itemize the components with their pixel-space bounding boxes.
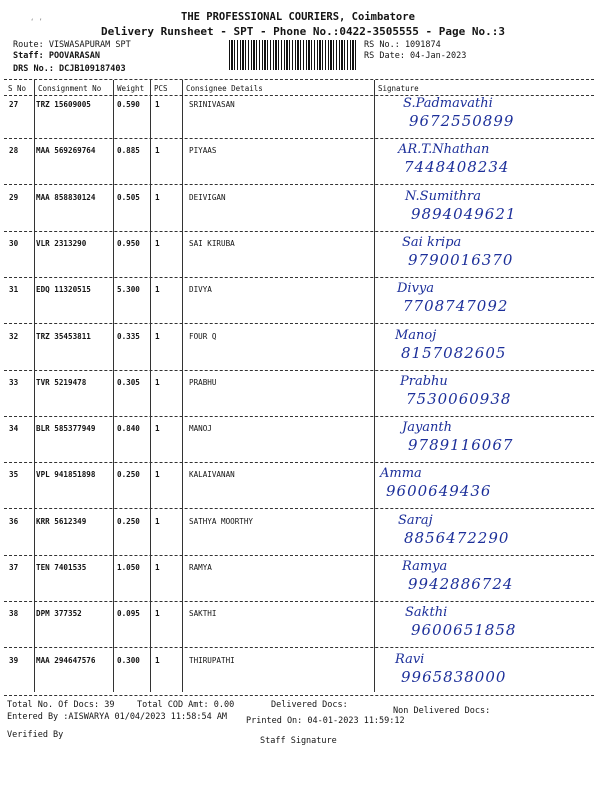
row-consignment-no: EDQ 11320515 [36, 285, 91, 295]
runsheet-subtitle: Delivery Runsheet - SPT - Phone No.:0422-3505555 - Page No.:3 [101, 25, 505, 38]
row-signature-name: Manoj [395, 327, 437, 343]
row-sno: 28 [9, 146, 19, 156]
row-signature-name: AR.T.Nhathan [398, 142, 490, 158]
row-signature-name: Saraj [398, 512, 433, 528]
total-cod: Total COD Amt: 0.00 [137, 700, 235, 710]
row-divider [4, 370, 594, 371]
row-signature-phone: 9600651858 [411, 621, 517, 640]
row-weight: 0.505 [117, 192, 140, 202]
row-divider [4, 462, 594, 463]
row-divider [4, 601, 594, 602]
row-sno: 33 [9, 377, 19, 387]
row-signature-name: Jayanth [402, 420, 453, 436]
row-consignee: THIRUPATHI [189, 655, 235, 665]
row-weight: 0.950 [117, 238, 140, 248]
row-consignee: FOUR Q [189, 331, 217, 341]
row-pcs: 1 [155, 146, 160, 156]
row-signature-phone: 7530060938 [406, 389, 512, 408]
row-consignee: KALAIVANAN [189, 470, 235, 480]
col-sno: S No [8, 84, 27, 93]
row-consignment-no: BLR 585377949 [36, 424, 96, 434]
row-sno: 37 [9, 563, 19, 572]
header-top-rule [4, 79, 594, 80]
row-signature-phone: 9789116067 [408, 436, 514, 455]
row-consignment-no: TVR 5219478 [36, 377, 87, 387]
row-weight: 0.300 [117, 655, 140, 665]
row-consignment-no: KRR 5612349 [36, 516, 87, 526]
entered-by: Entered By :AISWARYA 01/04/2023 11:58:54 AM [7, 712, 228, 722]
row-sno: 32 [9, 331, 19, 341]
row-consignment-no: TEN 7401535 [36, 563, 87, 572]
row-consignment-no: VPL 941851898 [36, 470, 96, 480]
row-pcs: 1 [155, 377, 160, 387]
header-bottom-rule [4, 95, 594, 96]
row-consignee: SAKTHI [189, 609, 217, 619]
row-sno: 31 [9, 285, 19, 295]
row-pcs: 1 [155, 563, 160, 572]
row-consignee: PIYAAS [189, 146, 217, 156]
row-pcs: 1 [155, 424, 160, 434]
row-divider [4, 277, 594, 278]
row-consignment-no: MAA 858830124 [36, 192, 96, 202]
row-weight: 1.050 [117, 563, 140, 572]
row-consignee: MANOJ [189, 424, 212, 434]
row-consignee: SATHYA MOORTHY [189, 516, 254, 526]
row-signature-phone: 9672550899 [409, 112, 515, 130]
company-title: THE PROFESSIONAL COURIERS, Coimbatore [181, 11, 415, 23]
verified-by: Verified By [7, 730, 64, 740]
row-weight: 5.300 [117, 285, 140, 295]
total-docs: Total No. Of Docs: 39 [7, 700, 115, 710]
row-signature-phone: 9790016370 [408, 250, 514, 269]
row-signature-name: N.Sumithra [405, 188, 482, 204]
row-consignee: DEIVIGAN [189, 192, 226, 202]
row-divider [4, 184, 594, 185]
row-pcs: 1 [155, 100, 160, 109]
row-divider [4, 138, 594, 139]
row-signature-phone: 9600649436 [386, 482, 492, 501]
row-pcs: 1 [155, 470, 160, 480]
row-weight: 0.305 [117, 377, 140, 387]
row-pcs: 1 [155, 655, 160, 665]
row-signature-name: Amma [380, 466, 422, 482]
row-sno: 30 [9, 238, 19, 248]
row-weight: 0.095 [117, 609, 140, 619]
row-signature-phone: 8856472290 [404, 528, 510, 547]
row-weight: 0.250 [117, 516, 140, 526]
row-consignee: DIVYA [189, 285, 212, 295]
row-signature-phone: 7448408234 [404, 158, 510, 177]
row-consignee: SAI KIRUBA [189, 238, 235, 248]
row-consignment-no: TRZ 35453811 [36, 331, 91, 341]
row-divider [4, 647, 594, 648]
row-weight: 0.250 [117, 470, 140, 480]
row-divider [4, 555, 594, 556]
row-sno: 27 [9, 100, 19, 109]
col-signature: Signature [378, 84, 419, 93]
staff-signature: Staff Signature [260, 736, 337, 746]
row-signature-name: Prabhu [400, 373, 448, 389]
row-sno: 38 [9, 609, 19, 619]
col-pcs: PCS [154, 84, 168, 93]
row-signature-name: Divya [397, 281, 435, 297]
row-pcs: 1 [155, 285, 160, 295]
rs-date: RS Date: 04-Jan-2023 [364, 51, 467, 61]
row-pcs: 1 [155, 192, 160, 202]
row-divider [4, 323, 594, 324]
row-pcs: 1 [155, 331, 160, 341]
row-consignment-no: DPM 377352 [36, 609, 82, 619]
row-signature-phone: 9894049621 [411, 204, 517, 223]
row-sno: 29 [9, 192, 19, 202]
col-consignee: Consignee Details [186, 84, 263, 93]
footer-rule [4, 695, 594, 696]
row-weight: 0.885 [117, 146, 140, 156]
scan-mark: ʻ ʼ [30, 18, 43, 26]
non-delivered-docs: Non Delivered Docs: [393, 706, 491, 716]
row-consignment-no: MAA 569269764 [36, 146, 96, 156]
row-consignee: RAMYA [189, 563, 212, 572]
drs-number: DRS No.: DCJB109187403 [13, 64, 126, 74]
rs-number: RS No.: 1091874 [364, 40, 441, 50]
row-consignee: PRABHU [189, 377, 217, 387]
row-pcs: 1 [155, 238, 160, 248]
row-divider [4, 231, 594, 232]
row-divider [4, 416, 594, 417]
row-pcs: 1 [155, 609, 160, 619]
row-signature-phone: 9965838000 [401, 667, 507, 686]
barcode [229, 40, 357, 70]
row-consignment-no: VLR 2313290 [36, 238, 87, 248]
row-weight: 0.335 [117, 331, 140, 341]
row-sno: 39 [9, 655, 19, 665]
row-signature-name: Ramya [402, 559, 448, 574]
row-sno: 35 [9, 470, 19, 480]
col-consignment: Consignment No [38, 84, 102, 93]
row-signature-phone: 7708747092 [403, 297, 509, 316]
row-signature-phone: 8157082605 [401, 343, 507, 362]
row-consignment-no: TRZ 15609005 [36, 100, 91, 109]
row-pcs: 1 [155, 516, 160, 526]
row-signature-phone: 9942886724 [408, 575, 514, 593]
row-divider [4, 508, 594, 509]
row-signature-name: Sakthi [405, 605, 448, 621]
delivered-docs: Delivered Docs: [271, 700, 348, 710]
row-weight: 0.840 [117, 424, 140, 434]
row-sno: 34 [9, 424, 19, 434]
row-signature-name: S.Padmavathi [403, 96, 493, 111]
row-sno: 36 [9, 516, 19, 526]
printed-on: Printed On: 04-01-2023 11:59:12 [246, 716, 405, 726]
row-consignee: SRINIVASAN [189, 100, 235, 109]
row-weight: 0.590 [117, 100, 140, 109]
row-signature-name: Sai kripa [402, 234, 462, 250]
row-signature-name: Ravi [395, 651, 425, 667]
staff-label: Staff: POOVARASAN [13, 51, 100, 61]
route-label: Route: VISWASAPURAM SPT [13, 40, 131, 50]
col-weight: Weight [117, 84, 145, 93]
row-consignment-no: MAA 294647576 [36, 655, 96, 665]
